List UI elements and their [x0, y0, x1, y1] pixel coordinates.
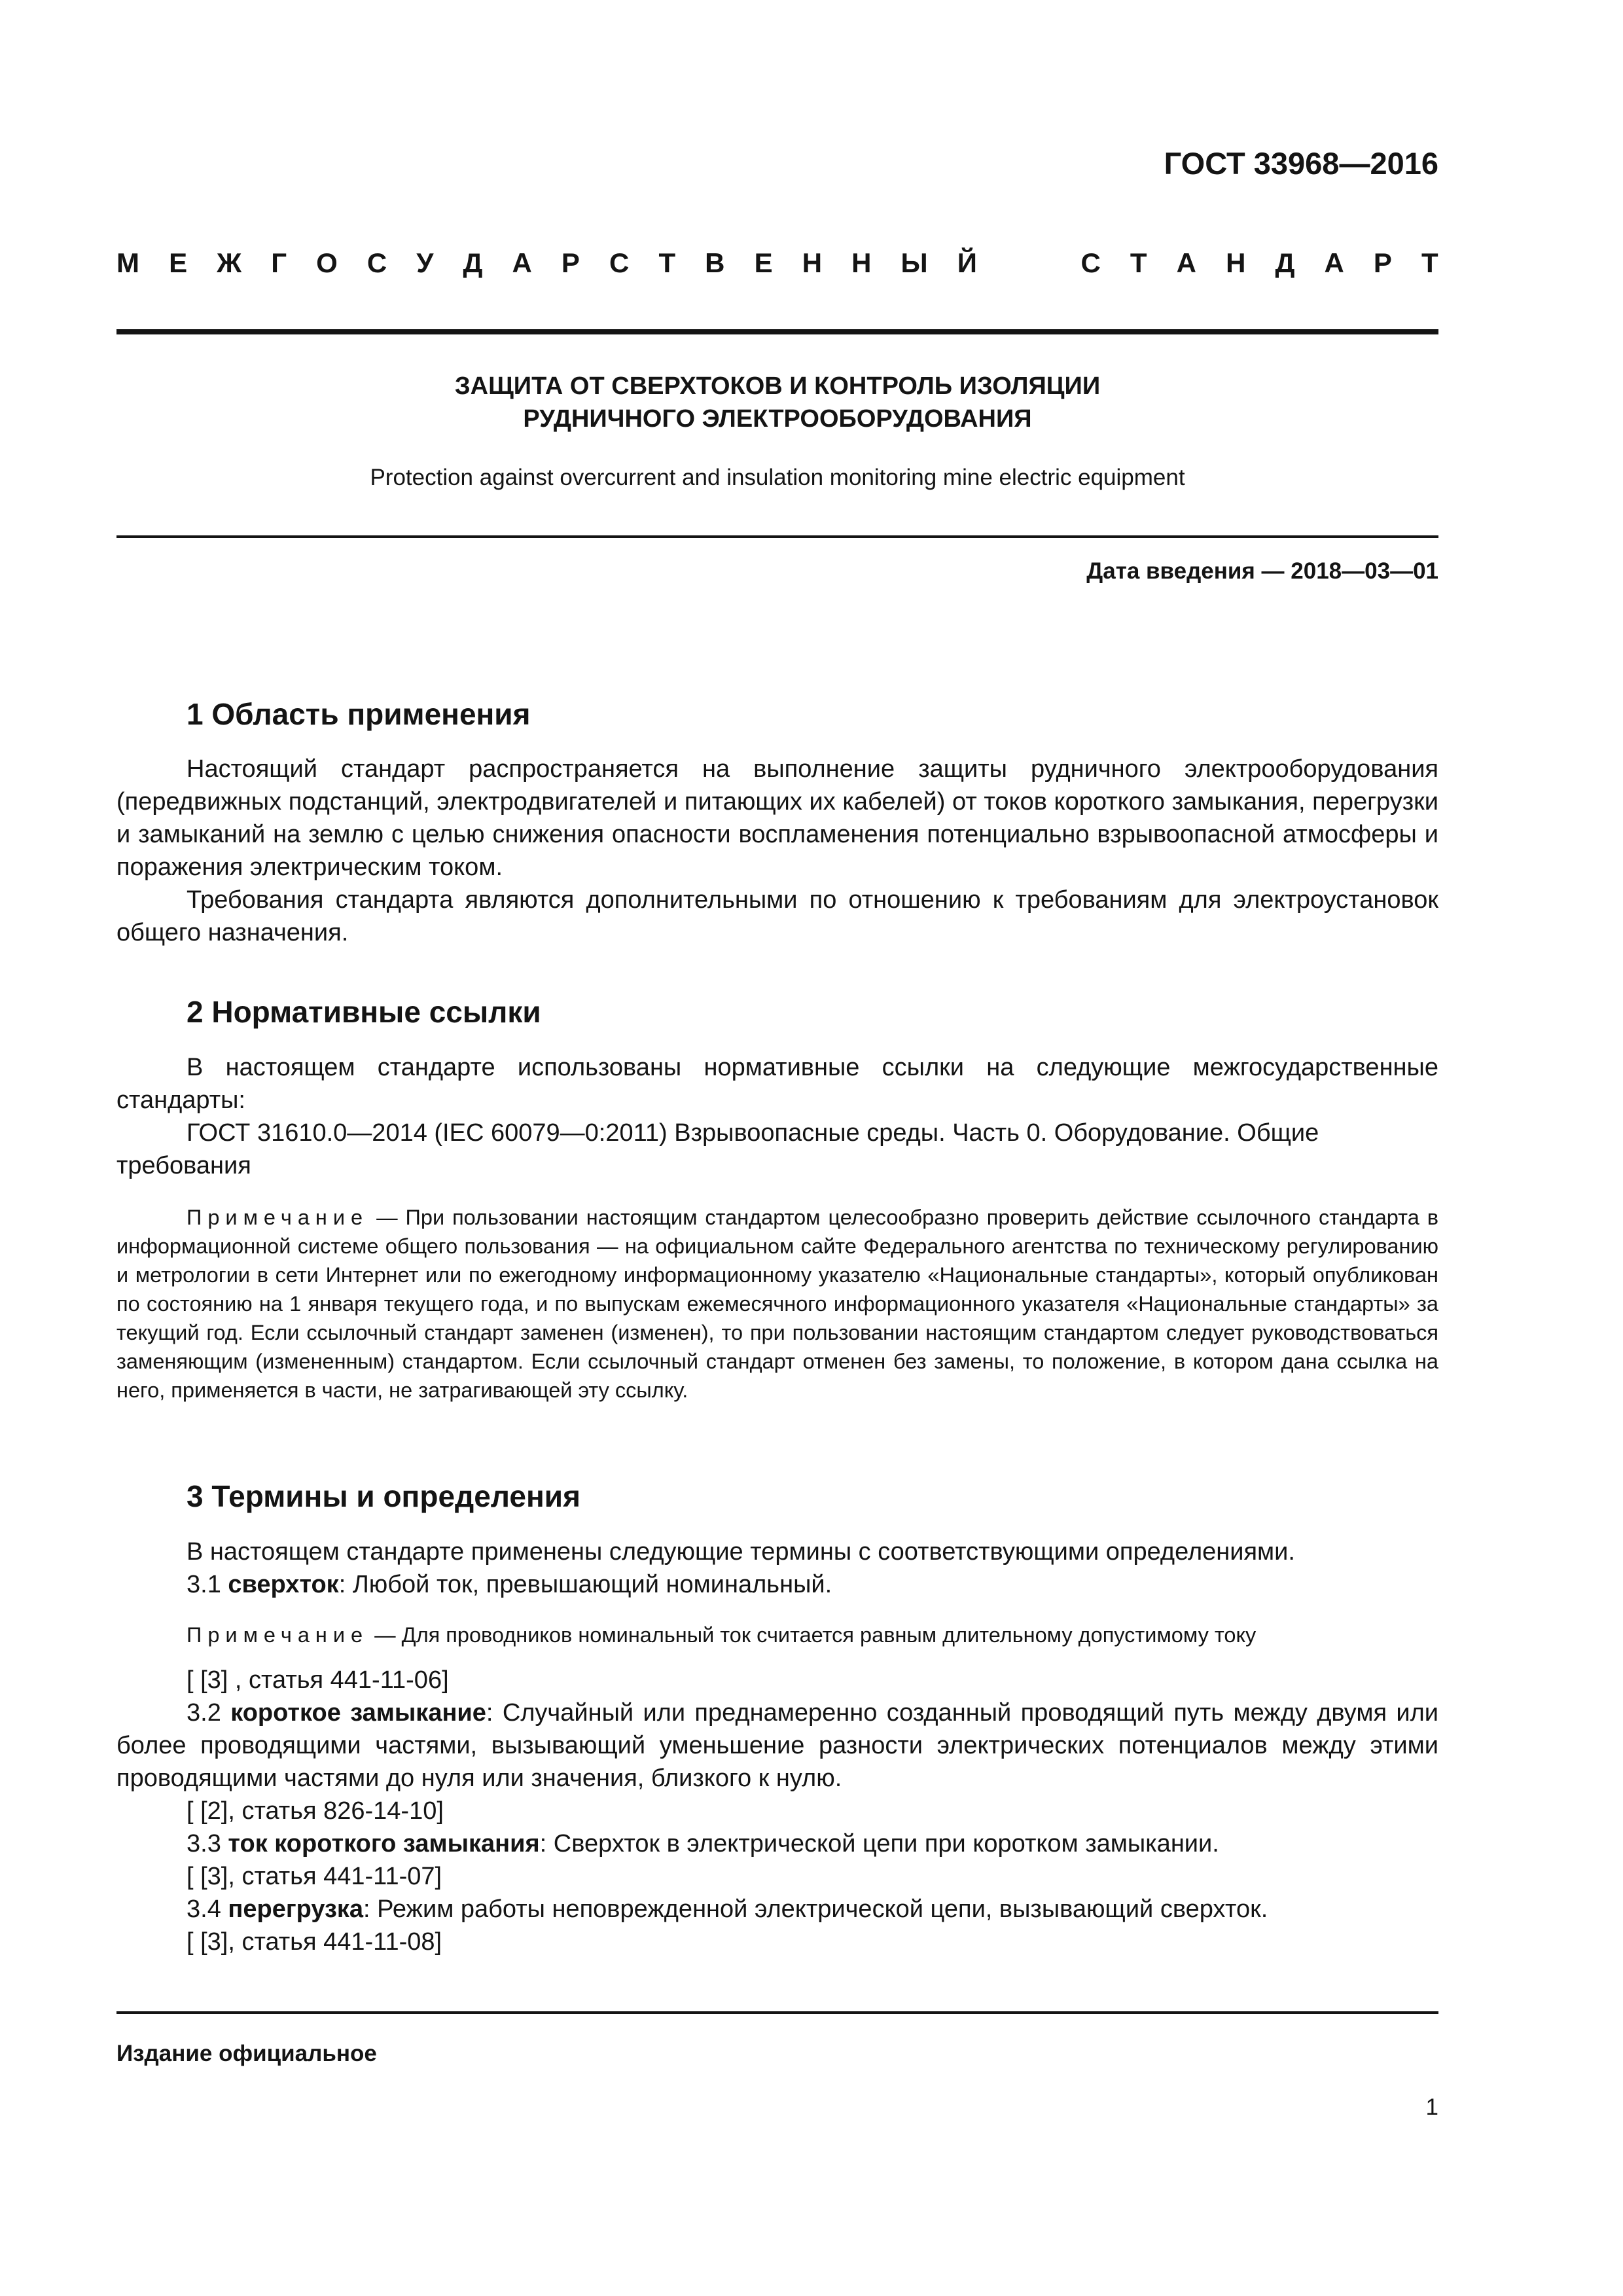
section-1-paragraph: Настоящий стандарт распространяется на выполнение защиты рудничного электрооборудования (передвижных подстанций, электродвигателей и питающих их кабелей) от токов короткого замыкания, перегрузки и замыканий на землю с целью снижения опасности воспламенения потенциально взрывоопасной атмосферы и поражения электрическим током.: [116, 755, 1438, 881]
banner-letter: Т: [1130, 247, 1147, 278]
term-reference: [ [3] , статья 441-11-06]: [187, 1666, 449, 1694]
banner-letter: О: [316, 247, 338, 278]
title-line-2: РУДНИЧНОГО ЭЛЕКТРООБОРУДОВАНИЯ: [523, 405, 1032, 433]
banner-letter: Т: [1421, 247, 1438, 278]
page-number: 1: [1425, 2094, 1438, 2120]
term-name: короткое замыкание: [230, 1699, 486, 1727]
banner-letter: Н: [851, 247, 872, 278]
section-1-heading: 1 Область применения: [187, 697, 531, 731]
banner-letter: А: [1176, 247, 1196, 278]
term-3-4: [116, 1893, 1438, 1926]
banner-letter: Т: [658, 247, 676, 278]
banner-letter: Д: [1275, 247, 1295, 278]
introduction-date: Дата введения — 2018—03—01: [1086, 558, 1438, 584]
term-number: 3.4: [187, 1895, 228, 1923]
banner-letter: Г: [271, 247, 287, 278]
banner-letter: [1007, 247, 1014, 287]
interstate-standard-banner: [116, 247, 1438, 287]
section-2-heading: 2 Нормативные ссылки: [187, 995, 541, 1029]
banner-letter: Ж: [217, 247, 242, 278]
banner-letter: С: [366, 247, 387, 278]
section-1-body: [116, 753, 1438, 949]
term-name: ток короткого замыкания: [228, 1830, 540, 1857]
section-2-paragraph: В настоящем стандарте использованы нормативные ссылки на следующие межгосударственные стандарты:: [116, 1054, 1438, 1114]
note-label: Примечание: [187, 1623, 369, 1647]
term-3-1-note: [116, 1621, 1438, 1649]
section-3-heading: 3 Термины и определения: [187, 1479, 580, 1513]
term-3-2: [116, 1696, 1438, 1795]
banner-letter: [1044, 247, 1052, 287]
note-label: Примечание: [187, 1206, 369, 1229]
document-title: [116, 370, 1438, 435]
banner-letter: Р: [1373, 247, 1392, 278]
official-edition-label: Издание официальное: [116, 2041, 377, 2066]
banner-letter: Й: [957, 247, 977, 278]
banner-letter: В: [705, 247, 725, 278]
header-rule: [116, 329, 1438, 334]
term-number: 3.3: [187, 1830, 228, 1857]
banner-letter: С: [1080, 247, 1101, 278]
banner-letter: А: [512, 247, 532, 278]
term-definition: : Любой ток, превышающий номинальный.: [338, 1571, 832, 1598]
section-3-body: [116, 1535, 1438, 1601]
term-reference: [ [3], статья 441-11-08]: [187, 1928, 442, 1956]
term-3-3: [116, 1827, 1438, 1860]
banner-letter: Ы: [901, 247, 928, 278]
banner-letter: М: [116, 247, 139, 278]
banner-letter: Е: [754, 247, 773, 278]
section-2-note: [116, 1203, 1438, 1405]
term-reference: [ [3], статья 441-11-07]: [187, 1863, 442, 1890]
term-definition: : Случайный или преднамеренно созданный проводящий путь между двумя или более проводящими частями, вызывающий уменьшение разности электрических потенциалов между этими проводящими частями до нуля или значения, близкого к нулю.: [116, 1699, 1439, 1792]
banner-letter: А: [1324, 247, 1344, 278]
banner-letter: Р: [561, 247, 580, 278]
section-3-intro: В настоящем стандарте применены следующие термины с соответствующими определениями.: [187, 1538, 1295, 1566]
title-line-1: ЗАЩИТА ОТ СВЕРХТОКОВ И КОНТРОЛЬ ИЗОЛЯЦИИ: [454, 372, 1101, 400]
banner-letter: У: [416, 247, 434, 278]
banner-letter: Н: [1226, 247, 1246, 278]
term-definition: : Режим работы неповрежденной электрической цепи, вызывающий сверхток.: [363, 1895, 1268, 1923]
term-reference: [ [2], статья 826-14-10]: [187, 1797, 444, 1825]
note-text: — При пользовании настоящим стандартом целесообразно проверить действие ссылочного стандарта в информационной системе общего пользования — на официальном сайте Федерального агентства по техническому регулированию и метрологии в сети Интернет или по ежегодному информационному указателю «Национальные стандарты», который опубликован по состоянию на 1 января текущего года, и по выпускам ежемесячного информационного указателя «Национальные стандарты» за текущий год. Если ссылочный стандарт заменен (изменен), то при пользовании настоящим стандартом следует руководствоваться заменяющим (измененным) стандартом. Если ссылочный стандарт отменен без замены, то положение, в котором дана ссылка на него, применяется в части, не затрагивающей эту ссылку.: [116, 1206, 1438, 1402]
term-name: перегрузка: [228, 1895, 364, 1923]
section-3-terms: [116, 1664, 1438, 1958]
term-3-1: [116, 1568, 1438, 1601]
banner-letter: С: [609, 247, 630, 278]
section-1-paragraph: Требования стандарта являются дополнительными по отношению к требованиям для электроустановок общего назначения.: [116, 886, 1438, 946]
banner-letter: Е: [169, 247, 188, 278]
standard-number: ГОСТ 33968—2016: [1164, 146, 1438, 181]
section-2-reference: ГОСТ 31610.0—2014 (IEC 60079—0:2011) Взрывоопасные среды. Часть 0. Оборудование. Общие требования: [116, 1119, 1319, 1179]
section-2-body: [116, 1051, 1438, 1182]
english-title: Protection against overcurrent and insulation monitoring mine electric equipment: [370, 465, 1185, 490]
banner-letter: Н: [802, 247, 823, 278]
term-number: 3.1: [187, 1571, 228, 1598]
title-rule: [116, 535, 1438, 538]
note-text: — Для проводников номинальный ток считается равным длительному допустимому току: [368, 1623, 1257, 1647]
footer-rule: [116, 2011, 1438, 2014]
banner-letter: Д: [463, 247, 483, 278]
term-number: 3.2: [187, 1699, 231, 1727]
term-name: сверхток: [228, 1571, 339, 1598]
term-definition: : Сверхток в электрической цепи при коротком замыкании.: [539, 1830, 1219, 1857]
